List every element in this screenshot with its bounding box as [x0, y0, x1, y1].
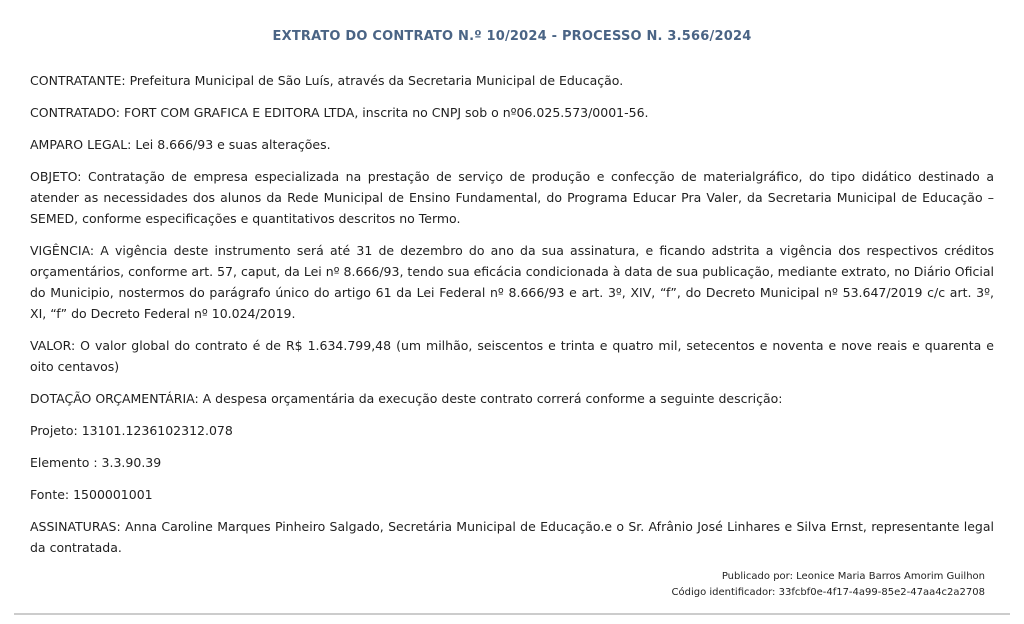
- paragraph-objeto: OBJETO: Contratação de empresa especializada na prestação de serviço de produção e confecção de materialgráfico, do tipo didático destinado a atender as necessidades dos alunos da Rede Municipal de Ensino Fundamental, do Programa Educar Pra Valer, da Secretaria Municipal de Educação – SEMED, conforme especificações e quantitativos descritos no Termo.: [30, 169, 994, 226]
- identifier-line: [30, 585, 985, 601]
- published-by-line: [30, 569, 985, 585]
- paragraph-elemento: Elemento : 3.3.90.39: [30, 455, 162, 470]
- paragraph-valor: VALOR: O valor global do contrato é de R$ 1.634.799,48 (um milhão, seiscentos e trinta e quatro mil, setecentos e noventa e nove reais e quarenta e oito centavos): [30, 338, 994, 374]
- paragraph-assinaturas: ASSINATURAS: Anna Caroline Marques Pinheiro Salgado, Secretária Municipal de Educação.e o Sr. Afrânio José Linhares e Silva Ernst, representante legal da contratada.: [30, 519, 994, 555]
- paragraph-amparo-legal: AMPARO LEGAL: Lei 8.666/93 e suas alterações.: [30, 137, 331, 152]
- bottom-divider: [14, 613, 1010, 615]
- publication-footer: [30, 569, 994, 601]
- paragraph-contratante: CONTRATANTE: Prefeitura Municipal de São Luís, através da Secretaria Municipal de Educação.: [30, 73, 624, 88]
- page-title: EXTRATO DO CONTRATO N.º 10/2024 - PROCESSO N. 3.566/2024: [272, 29, 752, 44]
- published-by-label: Publicado por:: [721, 571, 793, 582]
- paragraph-projeto: Projeto: 13101.1236102312.078: [30, 423, 233, 438]
- paragraph-dotacao-orcamentaria: DOTAÇÃO ORÇAMENTÁRIA: A despesa orçamentária da execução deste contrato correrá conforme a seguinte descrição:: [30, 391, 783, 406]
- published-by-value: Leonice Maria Barros Amorim Guilhon: [796, 571, 985, 582]
- paragraph-fonte: Fonte: 1500001001: [30, 487, 153, 502]
- paragraph-contratado: CONTRATADO: FORT COM GRAFICA E EDITORA LTDA, inscrita no CNPJ sob o nº06.025.573/0001-56.: [30, 105, 649, 120]
- identifier-label: Código identificador:: [671, 587, 776, 598]
- paragraph-vigencia: VIGÊNCIA: A vigência deste instrumento será até 31 de dezembro do ano da sua assinatura, e ficando adstrita a vigência dos respectivos créditos orçamentários, conforme art. 57, caput, da Lei nº 8.666/93, tendo sua eficácia condicionada à data de sua publicação, mediante extrato, no Diário Oficial do Municipio, nostermos do parágrafo único do artigo 61 da Lei Federal nº 8.666/93 e art. 3º, XIV, “f”, do Decreto Municipal nº 53.647/2019 c/c art. 3º, XI, “f” do Decreto Federal nº 10.024/2019.: [30, 243, 994, 321]
- identifier-value: 33fcbf0e-4f17-4a99-85e2-47aa4c2a2708: [778, 587, 985, 598]
